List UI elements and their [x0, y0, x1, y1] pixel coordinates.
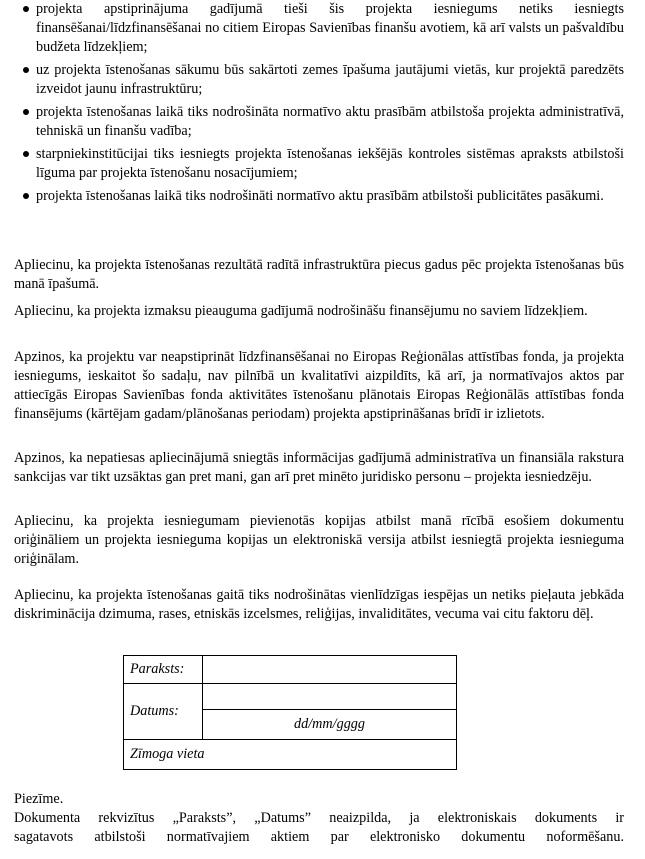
paragraph-rejection: Apzinos, ka projektu var neapstiprināt līdzfinansēšanai no Eiropas Reģionālas attīstības fonda, ja projekta iesniegums, ieskaitot šo sadaļu, nav pilnībā un kvalitatīvi aizpildīts, kā arī, ja normatīvajos aktos par attiecīgās Eiropas Savienības fonda aktivitātes īstenošanu plānotais Eiropas Reģionālās attīstības fonda finansējums (kārtējam gadam/plānošanas periodam) projekta apstiprināšanas brīdī ir izlietots. — [14, 349, 624, 422]
signature-field[interactable] — [203, 656, 457, 684]
stamp-place: Zīmoga vieta — [124, 740, 457, 770]
commitment-list — [14, 0, 624, 210]
bullet-icon — [23, 109, 29, 115]
paragraph-copies: Apliecinu, ka projekta iesniegumam pievienotās kopijas atbilst manā rīcībā esošiem dokumentu oriģināliem un projekta iesnieguma kopijas un elektroniskā versija atbilst iesniegtā projekta iesnieguma oriģinālam. — [14, 513, 624, 567]
paragraph-sanctions: Apzinos, ka nepatiesas apliecinājumā sniegtās informācijas gadījumā administratīva un finansiāla rakstura sankcijas var tikt uzsāktas gan pret mani, gan arī pret minēto juridisko personu – projekta iesniedzēju. — [14, 450, 624, 485]
bullet-icon — [23, 67, 29, 73]
note-title: Piezīme. — [14, 791, 64, 807]
date-field[interactable] — [203, 684, 457, 710]
note-section — [14, 790, 624, 847]
paragraph-infrastructure: Apliecinu, ka projekta īstenošanas rezultātā radītā infrastruktūra piecus gadus pēc projekta īstenošanas būs manā īpašumā. — [14, 257, 624, 292]
list-item: projekta apstiprinājuma gadījumā tieši šis projekta iesniegums netiks iesniegts finansēšanai/līdzfinansēšanai no citiem Eiropas Savienības finanšu avotiem, kā arī valsts un pašvaldību budžeta līdzekļiem; — [36, 0, 624, 57]
note-text-line2: sagatavots atbilstoši normatīvajiem aktiem par elektronisko dokumentu noformēšanu. — [14, 829, 624, 845]
signature-table — [123, 655, 457, 770]
note-text-line1: Dokumenta rekvizītus „Paraksts”, „Datums” neaizpilda, ja elektroniskais dokuments ir — [14, 810, 624, 826]
bullet-icon — [23, 151, 29, 157]
date-label: Datums: — [124, 684, 203, 740]
bullet-icon — [23, 193, 29, 199]
list-item: projekta īstenošanas laikā tiks nodrošināti normatīvo aktu prasībām atbilstoši publicitātes pasākumi. — [36, 187, 624, 206]
date-format-hint: dd/mm/gggg — [203, 710, 457, 740]
list-item: projekta īstenošanas laikā tiks nodrošināta normatīvo aktu prasībām atbilstoša projekta administratīvā, tehniskā un finanšu vadība; — [36, 103, 624, 141]
paragraph-equality: Apliecinu, ka projekta īstenošanas gaitā tiks nodrošinātas vienlīdzīgas iespējas un netiks pieļauta jebkāda diskriminācija dzimuma, rases, etniskās izcelsmes, reliģijas, invaliditātes, vecuma vai citu faktoru dēļ. — [14, 587, 624, 622]
paragraph-costs: Apliecinu, ka projekta izmaksu pieauguma gadījumā nodrošināšu finansējumu no saviem līdzekļiem. — [14, 303, 588, 319]
bullet-icon — [23, 6, 29, 12]
list-item: starpniekinstitūcijai tiks iesniegts projekta īstenošanas iekšējās kontroles sistēmas apraksts atbilstoši līguma par projekta īstenošanu nosacījumiem; — [36, 145, 624, 183]
list-item: uz projekta īstenošanas sākumu būs sakārtoti zemes īpašuma jautājumi vietās, kur projektā paredzēts izveidot jaunu infrastruktūru; — [36, 61, 624, 99]
signature-label: Paraksts: — [124, 656, 203, 684]
